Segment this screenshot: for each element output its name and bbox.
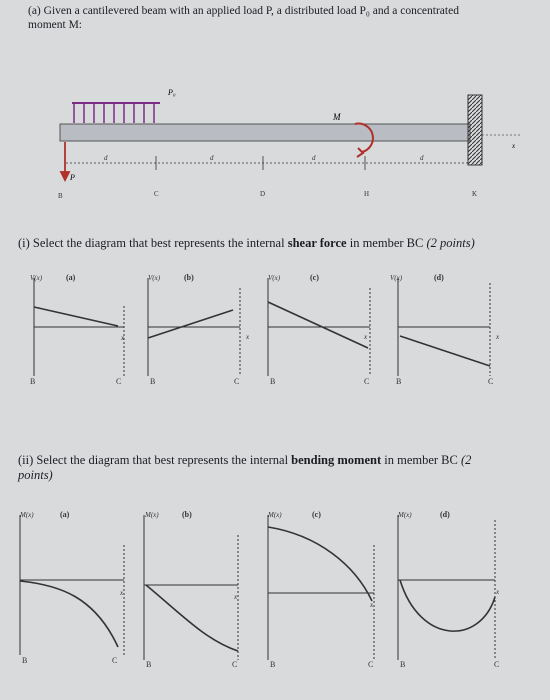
point-load-arrow (61, 142, 69, 180)
problem-title-line1: (a) Given a cantilevered beam with an applied load P, a distributed load P₀ and a concentrated (28, 5, 459, 17)
moment-b-xlabel: x (234, 593, 238, 601)
shear-options (0, 268, 550, 418)
segment-label-4: d (420, 154, 424, 162)
shear-b-end-label: C (234, 377, 240, 386)
shear-d-ylabel: V(x) (390, 274, 403, 282)
moment-option-a-label[interactable]: (a) (60, 510, 70, 519)
moment-question-emphasis: bending moment (291, 453, 382, 467)
segment-label-1: d (104, 154, 108, 162)
beam-axis-label: x (512, 142, 516, 150)
moment-a-ylabel: M(x) (20, 511, 34, 519)
point-label-h: H (364, 190, 370, 198)
distributed-load (72, 103, 160, 123)
moment-question (18, 453, 530, 483)
moment-c-xlabel: x (370, 601, 374, 609)
moment-c-start-label: B (270, 660, 276, 669)
moment-b-start-label: B (146, 660, 152, 669)
moment-label: M (333, 112, 341, 122)
shear-option-d-label[interactable]: (d) (434, 273, 444, 282)
shear-b-ylabel: V(x) (148, 274, 161, 282)
moment-c-end-label: C (368, 660, 374, 669)
fixed-wall (468, 95, 482, 165)
shear-c-xlabel: x (364, 333, 368, 341)
shear-question (18, 236, 538, 251)
shear-c-start-label: B (270, 377, 276, 386)
shear-option-a-label[interactable]: (a) (66, 273, 76, 282)
shear-c-end-label: C (364, 377, 370, 386)
shear-question-points: (2 points) (426, 236, 475, 250)
moment-question-points-1: (2 (460, 453, 472, 467)
shear-question-mid: in member BC (346, 236, 427, 250)
shear-d-start-label: B (396, 377, 402, 386)
shear-option-b-label[interactable]: (b) (184, 273, 194, 282)
shear-d-xlabel: x (496, 333, 500, 341)
shear-b-xlabel: x (246, 333, 250, 341)
moment-b-end-label: C (232, 660, 238, 669)
moment-option-b-label[interactable]: (b) (182, 510, 192, 519)
shear-question-prefix: (i) Select the diagram that best represents the internal (18, 236, 288, 250)
moment-a-xlabel: x (120, 589, 124, 597)
shear-a-start-label: B (30, 377, 36, 386)
moment-d-ylabel: M(x) (398, 511, 412, 519)
shear-question-emphasis: shear force (287, 236, 347, 250)
point-label-b: B (58, 192, 63, 200)
moment-b-ylabel: M(x) (145, 511, 159, 519)
shear-b-start-label: B (150, 377, 156, 386)
beam-diagram (0, 0, 550, 230)
moment-d-start-label: B (400, 660, 406, 669)
shear-a-xlabel: x (121, 334, 125, 342)
moment-question-points-2: points) (18, 468, 53, 482)
moment-option-d-label[interactable]: (d) (440, 510, 450, 519)
moment-a-end-label: C (112, 656, 118, 665)
moment-options (0, 505, 550, 695)
moment-d-end-label: C (494, 660, 500, 669)
shear-c-ylabel: V(x) (268, 274, 281, 282)
moment-d-xlabel: x (496, 588, 500, 596)
moment-question-mid: in member BC (381, 453, 461, 467)
moment-a-start-label: B (22, 656, 28, 665)
shear-a-ylabel: V(x) (30, 274, 43, 282)
problem-title-line2: moment M: (28, 19, 82, 31)
distributed-load-label: P₀ (168, 88, 176, 97)
point-label-k: K (472, 190, 478, 198)
beam (60, 124, 470, 141)
segment-label-3: d (312, 154, 316, 162)
point-label-c: C (154, 190, 159, 198)
point-load-label: P (70, 173, 75, 182)
shear-d-end-label: C (488, 377, 494, 386)
segment-label-2: d (210, 154, 214, 162)
moment-question-prefix: (ii) Select the diagram that best represents the internal (18, 453, 292, 467)
moment-c-ylabel: M(x) (268, 511, 282, 519)
shear-a-end-label: C (116, 377, 122, 386)
moment-option-c-label[interactable]: (c) (312, 510, 321, 519)
point-label-d: D (260, 190, 266, 198)
shear-option-c-label[interactable]: (c) (310, 273, 319, 282)
